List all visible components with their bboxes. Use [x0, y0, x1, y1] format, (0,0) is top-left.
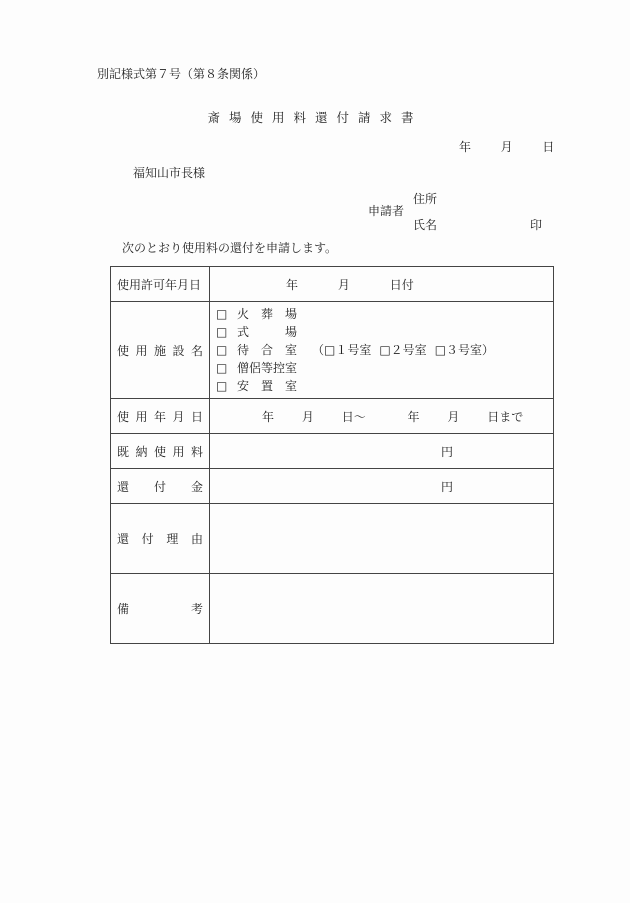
label-facility-text: 使 用 施 設 名 [117, 343, 203, 358]
facility-list [210, 302, 553, 398]
seal-mark: 印 [530, 218, 543, 232]
table-row-facility [111, 302, 554, 399]
date-month: 月 [500, 140, 513, 154]
facility-name: 火 葬 場 [237, 307, 297, 321]
field-permit-date[interactable] [210, 267, 554, 302]
label-remarks-text: 備 考 [117, 602, 203, 616]
permit-year: 年 [286, 277, 299, 292]
field-facility [210, 302, 554, 399]
usage-start-day: 日～ [341, 409, 366, 424]
label-usage-date [111, 399, 210, 434]
field-paid-fee[interactable] [210, 434, 554, 469]
facility-name: 式 場 [237, 325, 297, 339]
usage-end-year: 年 [407, 409, 420, 424]
field-refund-amount[interactable] [210, 469, 554, 504]
label-refund-amount-text: 還 付 金 [117, 479, 203, 494]
facility-option[interactable] [216, 305, 553, 323]
table-row-usage-date [111, 399, 554, 434]
facility-name: 僧侶等控室 [237, 361, 298, 375]
label-facility [111, 302, 210, 399]
facility-checkbox[interactable]: □ [216, 361, 228, 375]
waiting-room-option[interactable]: □３号室） [434, 343, 495, 357]
label-paid-fee [111, 434, 210, 469]
facility-option[interactable] [216, 359, 553, 377]
intro-text: 次のとおり使用料の還付を申請します。 [122, 241, 338, 255]
label-permit-date: 使用許可年月日 [111, 267, 210, 302]
refund-request-table [110, 266, 554, 644]
date-year: 年 [459, 140, 472, 154]
facility-option[interactable] [216, 341, 553, 359]
table-row-refund-amount [111, 469, 554, 504]
permit-month: 月 [337, 277, 350, 292]
table-row-permit-date [111, 267, 554, 302]
usage-end-month: 月 [447, 409, 460, 424]
label-refund-amount [111, 469, 210, 504]
field-remarks[interactable] [210, 574, 554, 644]
label-usage-date-text: 使 用 年 月 日 [117, 409, 203, 424]
form-number-label: 別記様式第７号（第８条関係） [97, 67, 266, 81]
field-usage-date[interactable] [210, 399, 554, 434]
applicant-label: 申請者 [368, 204, 405, 218]
facility-checkbox[interactable]: □ [216, 307, 228, 321]
facility-option[interactable] [216, 377, 553, 395]
waiting-room-options [312, 341, 502, 359]
addressee: 福知山市長様 [133, 166, 206, 180]
label-refund-reason-text: 還 付 理 由 [117, 532, 203, 546]
paid-fee-unit: 円 [440, 444, 453, 459]
facility-name: 待 合 室 [237, 343, 297, 357]
table-row-remarks [111, 574, 554, 644]
label-remarks [111, 574, 210, 644]
label-refund-reason [111, 504, 210, 574]
facility-checkbox[interactable]: □ [216, 343, 228, 357]
refund-amount-unit: 円 [440, 479, 453, 494]
date-line [459, 138, 554, 155]
table-row-refund-reason [111, 504, 554, 574]
facility-name: 安 置 室 [237, 379, 297, 393]
usage-start-month: 月 [301, 409, 314, 424]
facility-option[interactable] [216, 323, 553, 341]
table-row-paid-fee [111, 434, 554, 469]
date-day: 日 [542, 140, 555, 154]
name-label: 氏名 [413, 218, 438, 232]
waiting-room-option[interactable]: □２号室 [379, 343, 427, 357]
waiting-room-option[interactable]: （□１号室 [312, 343, 372, 357]
document-title: 斎場使用料還付請求書 [207, 110, 423, 125]
usage-end-day: 日まで [487, 409, 524, 424]
facility-checkbox[interactable]: □ [216, 325, 228, 339]
address-label: 住所 [413, 192, 438, 206]
facility-checkbox[interactable]: □ [216, 379, 228, 393]
usage-start-year: 年 [262, 409, 275, 424]
field-refund-reason[interactable] [210, 504, 554, 574]
label-paid-fee-text: 既 納 使 用 料 [117, 444, 203, 459]
permit-day: 日付 [389, 277, 414, 292]
